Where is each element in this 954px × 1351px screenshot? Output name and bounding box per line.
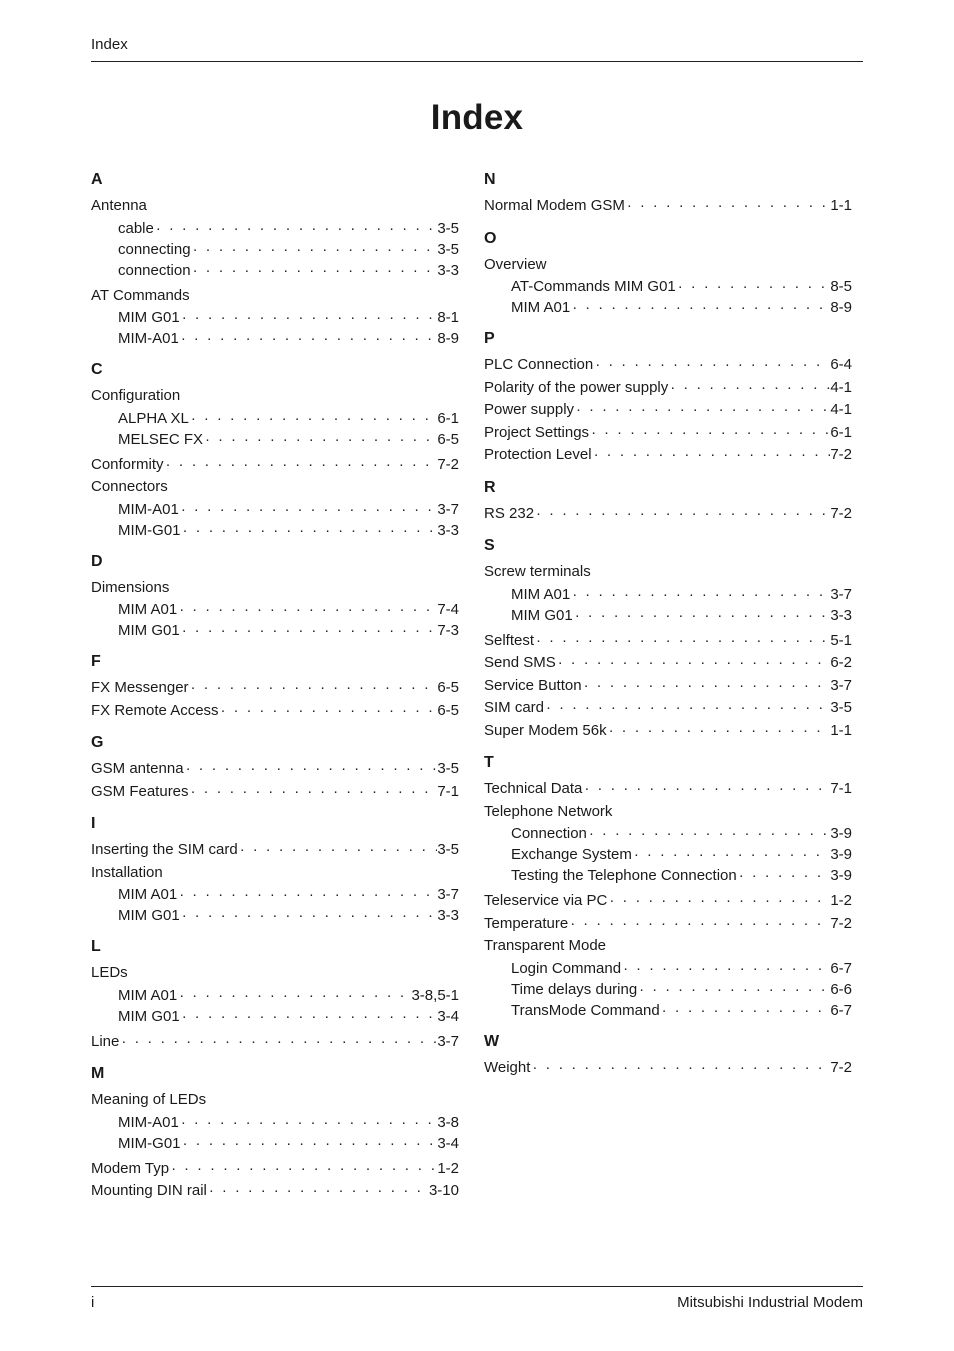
- index-page-ref: 7-2: [437, 455, 459, 473]
- index-entry-label: MIM G01: [511, 606, 573, 624]
- index-page-ref: 7-2: [830, 914, 852, 932]
- index-entry: [484, 356, 852, 374]
- index-page-ref: 7-1: [830, 780, 852, 797]
- index-letter-heading: M: [91, 1065, 105, 1082]
- index-letter-heading: L: [91, 938, 101, 955]
- index-entry-label: cable: [118, 219, 154, 237]
- leader-dots: [589, 424, 830, 442]
- index-page-ref: 6-5: [437, 679, 459, 696]
- index-page-ref: 3-9: [830, 867, 852, 884]
- index-entry-label: MIM-G01: [118, 521, 181, 539]
- index-entry-label: MIM G01: [118, 309, 180, 326]
- index-entry-label: MIM-A01: [118, 1113, 179, 1131]
- index-entry: [484, 563, 852, 581]
- index-entry-label: Transparent Mode: [484, 937, 607, 954]
- index-entry-label: Antenna: [91, 197, 147, 214]
- index-entry: [484, 937, 852, 955]
- index-letter-heading: O: [484, 229, 497, 247]
- index-letter-heading: F: [91, 653, 101, 670]
- leader-dots: [676, 278, 831, 296]
- footer-product-name: Mitsubishi Industrial Modem: [677, 1294, 863, 1311]
- index-entry-label: MIM A01: [118, 886, 178, 903]
- index-entry: [484, 892, 852, 910]
- leader-dots: [593, 356, 830, 374]
- index-page-ref: 6-1: [437, 409, 459, 427]
- index-page-ref: 8-9: [830, 299, 852, 316]
- index-entry: [484, 722, 852, 740]
- index-page-ref: 7-3: [437, 622, 459, 639]
- index-entry-label: Mounting DIN rail: [91, 1182, 207, 1199]
- index-page-ref: 6-7: [830, 959, 852, 977]
- index-entry-label: Modem Typ: [91, 1159, 170, 1177]
- leader-dots: [625, 197, 830, 215]
- leader-dots: [582, 677, 831, 695]
- index-entry-label: MIM A01: [118, 601, 178, 618]
- index-entry: [484, 654, 852, 672]
- index-entry-label: MELSEC FX: [118, 430, 204, 448]
- index-page-ref: 1-1: [830, 197, 852, 214]
- index-entry-label: Send SMS: [484, 654, 556, 671]
- index-page-ref: 3-5: [437, 760, 459, 777]
- index-entry-label: Inserting the SIM card: [91, 841, 238, 858]
- index-entry: [484, 780, 852, 798]
- index-entry: [484, 677, 852, 695]
- index-entry-label: Testing the Telephone Connection: [511, 867, 737, 884]
- leader-dots: [607, 722, 831, 740]
- index-page-ref: 3-5: [437, 219, 459, 237]
- index-entry-label: FX Remote Access: [91, 701, 219, 719]
- index-entry-label: Meaning of LEDs: [91, 1091, 207, 1108]
- index-entry: [484, 401, 852, 419]
- index-page-ref: 7-2: [830, 446, 852, 463]
- index-letter-heading: C: [91, 361, 103, 378]
- index-entry-label: MIM-G01: [118, 1134, 181, 1152]
- index-entry-label: MIM A01: [511, 299, 571, 316]
- leader-dots: [534, 505, 830, 523]
- index-page-ref: 3-7: [437, 1032, 459, 1050]
- index-entry-label: MIM-A01: [118, 500, 179, 518]
- leader-dots: [660, 1002, 831, 1020]
- index-subentry: [511, 1002, 852, 1020]
- index-entry-label: Overview: [484, 255, 547, 273]
- index-letter-heading: R: [484, 478, 496, 496]
- leader-dots: [587, 825, 830, 843]
- index-entry: [484, 632, 852, 650]
- index-entry-label: Temperature: [484, 914, 569, 932]
- index-entry-label: MIM-A01: [118, 330, 179, 347]
- index-page-ref: 3-10: [428, 1182, 459, 1199]
- index-entry-label: connecting: [118, 240, 191, 258]
- index-page-ref: 6-2: [830, 654, 852, 671]
- index-entry-label: Super Modem 56k: [484, 721, 607, 739]
- index-subentry: [511, 867, 852, 885]
- index-page-ref: 3-8: [437, 1113, 459, 1131]
- leader-dots: [573, 607, 831, 625]
- index-page-ref: 5-1: [830, 631, 852, 649]
- index-entry-label: RS 232: [484, 504, 535, 522]
- leader-dots: [621, 960, 830, 978]
- index-entry-label: connection: [118, 261, 191, 279]
- index-page-ref: 7-2: [830, 1058, 852, 1076]
- index-page-ref: 3-7: [830, 676, 852, 694]
- index-page-ref: 8-9: [437, 330, 459, 347]
- leader-dots: [534, 632, 830, 650]
- leader-dots: [668, 379, 830, 397]
- index-page-ref: 8-1: [437, 309, 459, 326]
- index-letter-heading: P: [484, 330, 495, 347]
- index-entry-label: ALPHA XL: [118, 409, 189, 427]
- footer-rule: [91, 1286, 863, 1287]
- index-subentry: [511, 960, 852, 978]
- index-page-ref: 3-7: [830, 585, 852, 603]
- index-entry-label: Technical Data: [484, 780, 583, 797]
- index-entry-label: Dimensions: [91, 578, 170, 596]
- index-page-ref: 8-5: [830, 278, 852, 295]
- index-entry-label: MIM A01: [511, 585, 571, 603]
- index-entry-label: Connectors: [91, 478, 168, 495]
- index-page-ref: 3-7: [437, 500, 459, 518]
- index-entry-label: MIM G01: [118, 622, 180, 639]
- index-subentry: [511, 846, 852, 864]
- index-entry-label: SIM card: [484, 699, 545, 716]
- index-page-ref: 3-9: [830, 825, 852, 842]
- index-entry-label: Connection: [511, 825, 587, 842]
- index-entry-label: GSM antenna: [91, 760, 184, 777]
- index-page-ref: 3-8,5-1: [411, 986, 459, 1004]
- index-entry: [484, 256, 852, 274]
- index-page-ref: 3-5: [437, 841, 459, 858]
- index-subentry: [511, 607, 852, 625]
- index-subentry: [511, 278, 852, 296]
- index-entry-label: Polarity of the power supply: [484, 378, 669, 396]
- leader-dots: [592, 446, 831, 464]
- index-subentry: [511, 586, 852, 604]
- index-entry-label: Telephone Network: [484, 802, 613, 820]
- leader-dots: [737, 867, 831, 885]
- index-page-ref: 6-1: [830, 423, 852, 441]
- index-entry-label: Line: [91, 1032, 120, 1050]
- index-letter-heading: A: [91, 171, 103, 188]
- index-page-ref: 3-4: [437, 1007, 459, 1025]
- leader-dots: [570, 299, 830, 317]
- leader-dots: [637, 981, 830, 999]
- running-header: Index: [91, 36, 128, 53]
- index-entry-label: Login Command: [511, 959, 622, 977]
- leader-dots: [574, 401, 830, 419]
- index-page-ref: 3-3: [830, 606, 852, 624]
- index-page-ref: 3-5: [830, 699, 852, 716]
- index-letter-heading: W: [484, 1032, 500, 1050]
- index-page-ref: 3-9: [830, 846, 852, 863]
- index-page-ref: 6-5: [437, 701, 459, 719]
- index-page-ref: 4-1: [830, 378, 852, 396]
- index-page-ref: 6-5: [437, 430, 459, 448]
- index-letter-heading: D: [91, 552, 103, 570]
- index-page-ref: 7-1: [437, 782, 459, 800]
- index-entry: [484, 379, 852, 397]
- index-entry: [484, 699, 852, 717]
- index-entry: [484, 505, 852, 523]
- index-entry-label: Time delays during: [511, 980, 638, 998]
- index-entry-label: Weight: [484, 1058, 531, 1076]
- index-entry-label: Protection Level: [484, 446, 592, 463]
- index-subentry: [511, 825, 852, 843]
- index-entry-label: MIM A01: [118, 986, 178, 1004]
- index-page-ref: 1-2: [437, 1159, 459, 1177]
- index-entry-label: PLC Connection: [484, 356, 594, 373]
- index-entry-label: GSM Features: [91, 782, 189, 800]
- index-entry-label: MIM G01: [118, 907, 180, 924]
- leader-dots: [544, 699, 830, 717]
- page-title: Index: [430, 98, 524, 137]
- index-subentry: [511, 981, 852, 999]
- index-entry: [484, 803, 852, 821]
- index-page-ref: 7-4: [437, 601, 459, 618]
- index-page-ref: 6-7: [830, 1001, 852, 1019]
- index-entry-label: Project Settings: [484, 423, 590, 441]
- index-entry: [484, 424, 852, 442]
- leader-dots: [632, 846, 830, 864]
- index-entry-label: FX Messenger: [91, 679, 189, 696]
- page-number: i: [91, 1294, 95, 1311]
- index-entry-label: AT Commands: [91, 286, 190, 304]
- index-entry-label: Service Button: [484, 676, 582, 694]
- index-page-ref: 3-7: [437, 886, 459, 903]
- index-entry: [484, 197, 852, 215]
- index-letter-heading: G: [91, 734, 104, 751]
- index-page-ref: 3-4: [437, 1134, 459, 1152]
- index-page-ref: 1-2: [830, 892, 852, 909]
- index-entry-label: Exchange System: [511, 846, 632, 863]
- index-entry-label: MIM G01: [118, 1007, 180, 1025]
- index-page-ref: 3-3: [437, 521, 459, 539]
- index-entry-label: Configuration: [91, 387, 181, 404]
- index-entry-label: Conformity: [91, 455, 164, 473]
- index-page-ref: 3-3: [437, 261, 459, 279]
- index-entry-label: TransMode Command: [511, 1001, 660, 1019]
- index-letter-heading: T: [484, 754, 494, 771]
- leader-dots: [570, 586, 830, 604]
- index-entry-label: Selftest: [484, 631, 535, 649]
- index-entry-label: Power supply: [484, 401, 575, 418]
- leader-dots: [568, 915, 830, 933]
- index-entry-label: Teleservice via PC: [484, 892, 608, 909]
- index-entry: [484, 446, 852, 464]
- index-page-ref: 6-4: [830, 356, 852, 373]
- leader-dots: [556, 654, 831, 672]
- leader-dots: [607, 892, 830, 910]
- index-page-ref: 3-5: [437, 240, 459, 258]
- index-entry-label: Screw terminals: [484, 563, 591, 580]
- index-page-ref: 3-3: [437, 907, 459, 924]
- index-entry-label: Installation: [91, 863, 163, 881]
- index-entry-label: LEDs: [91, 964, 128, 981]
- index-entry: [484, 1059, 852, 1077]
- index-entry-label: AT-Commands MIM G01: [511, 278, 676, 295]
- leader-dots: [530, 1059, 830, 1077]
- index-page-ref: 4-1: [830, 401, 852, 418]
- index-page-ref: 1-1: [830, 721, 852, 739]
- index-letter-heading: S: [484, 537, 495, 554]
- index-page-ref: 7-2: [830, 504, 852, 522]
- index-entry: [484, 915, 852, 933]
- index-page-ref: 6-6: [830, 980, 852, 998]
- index-letter-heading: I: [91, 815, 96, 832]
- index-entry-label: Normal Modem GSM: [484, 197, 625, 214]
- leader-dots: [582, 780, 830, 798]
- index-subentry: [511, 299, 852, 317]
- index-letter-heading: N: [484, 171, 496, 188]
